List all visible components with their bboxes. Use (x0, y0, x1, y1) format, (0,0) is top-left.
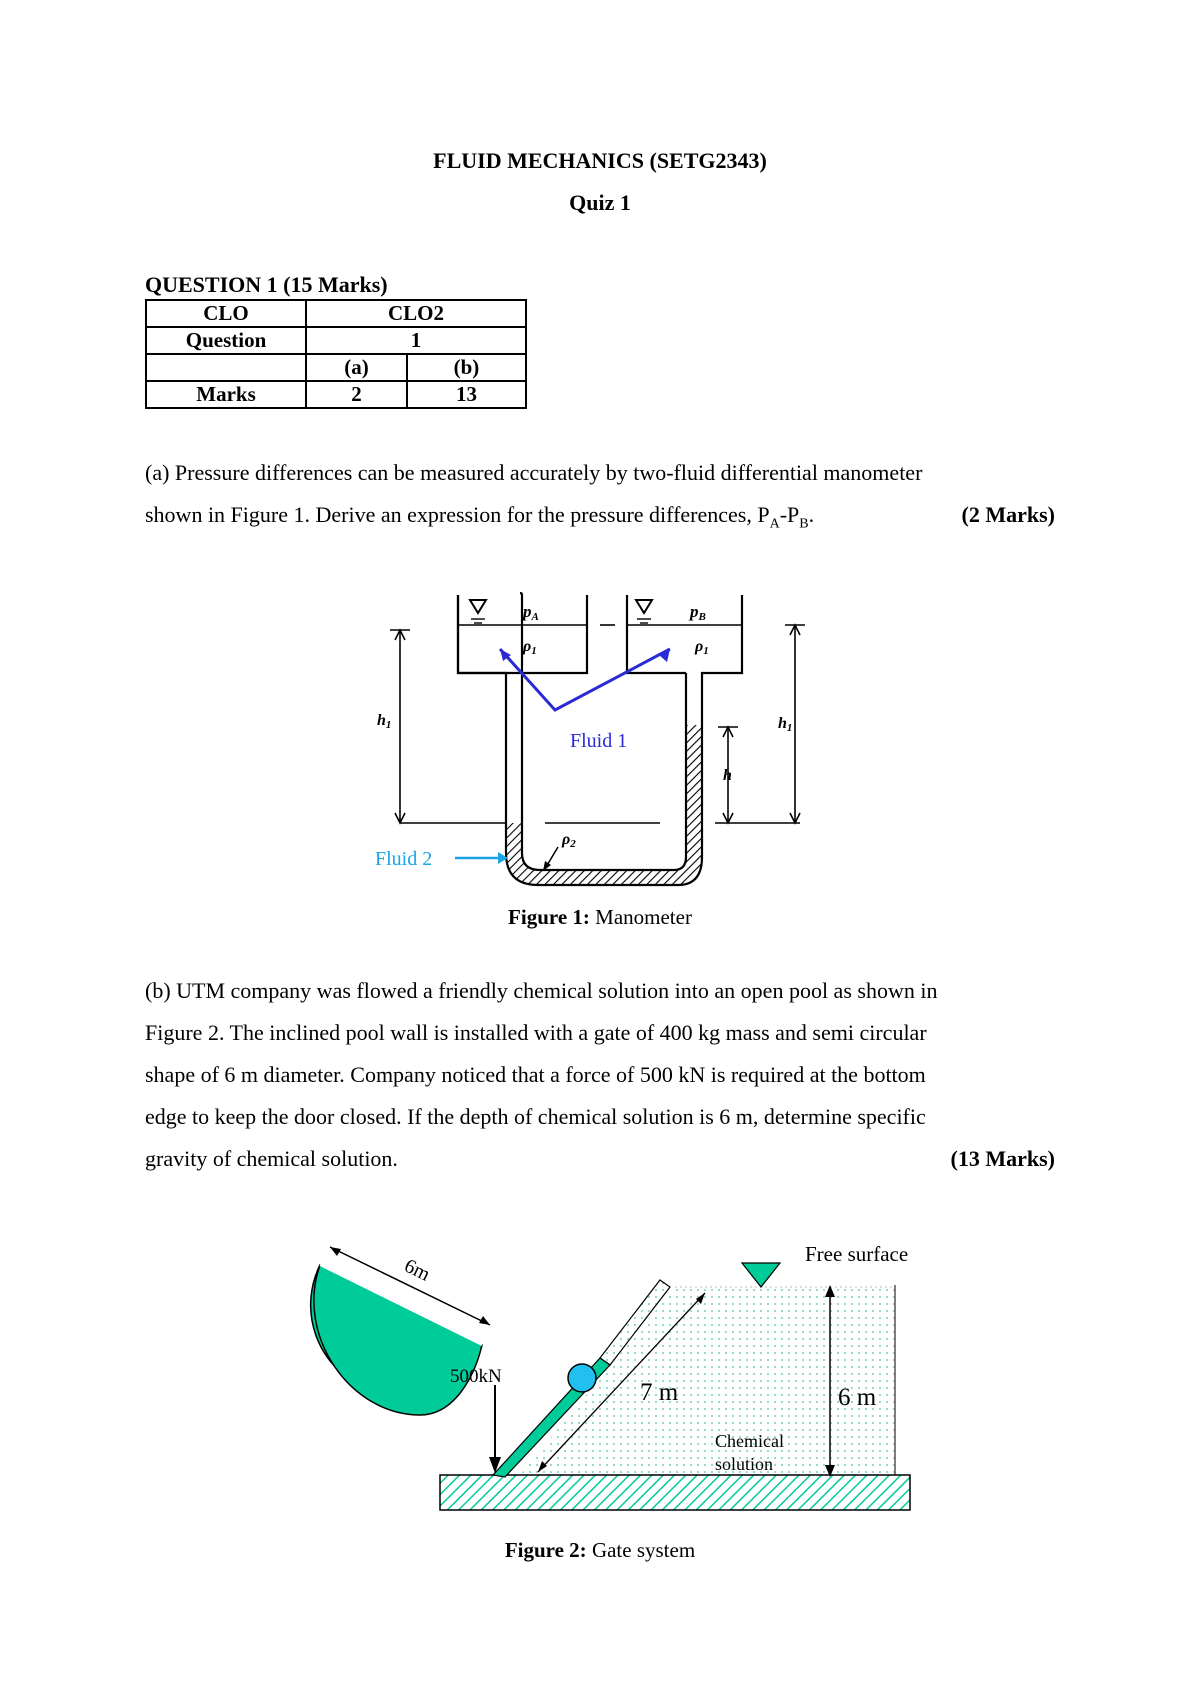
part-b-line: (b) UTM company was flowed a friendly chemical solution into an open pool as shown in (145, 978, 938, 1003)
right-tank-left-wall (627, 595, 686, 673)
part-a-marks: (2 Marks) (961, 502, 1055, 527)
h1-left-label: h1 (377, 712, 392, 731)
table-cell: 1 (306, 327, 526, 354)
gate-system-figure (290, 1225, 940, 1525)
table-cell: Question (146, 327, 306, 354)
figure1-caption (0, 905, 1200, 930)
part-a-text (145, 452, 1055, 545)
part-a-line: (a) Pressure differences can be measured accurately by two-fluid differential manometer (145, 460, 923, 485)
free-surface-triangle-icon (742, 1263, 780, 1287)
table-cell: Marks (146, 381, 306, 408)
rho1-right-label: ρ1 (695, 638, 709, 657)
marks-table (145, 299, 527, 409)
table-cell: CLO2 (306, 300, 526, 327)
dash-p: -P (779, 502, 800, 527)
part-b-line: Figure 2. The inclined pool wall is installed with a gate of 400 kg mass and semi circular (145, 1020, 927, 1045)
incline-length-label: 7 m (640, 1379, 679, 1406)
pB-label: pB (690, 602, 706, 623)
subscript-a: A (769, 516, 780, 532)
table-cell: 13 (407, 381, 526, 408)
question-heading: QUESTION 1 (15 Marks) (145, 272, 388, 297)
rho2-label: ρ2 (562, 831, 576, 850)
quiz-label: Quiz 1 (569, 190, 631, 215)
table-cell: (b) (407, 354, 526, 381)
fluid2-region (506, 823, 702, 885)
document-title: FLUID MECHANICS (SETG2343) (433, 148, 767, 173)
left-tank-right-wall (522, 595, 587, 673)
part-b-line: shape of 6 m diameter. Company noticed that a force of 500 kN is required at the bottom (145, 1062, 926, 1087)
part-b-line-text: gravity of chemical solution. (145, 1146, 398, 1171)
chemical-label: Chemical (715, 1431, 784, 1451)
semicircle-gate-body (314, 1265, 482, 1415)
part-b-line (145, 1138, 1055, 1180)
pA-label: pA (523, 602, 539, 623)
hinge-circle (568, 1364, 596, 1392)
fluid1-label: Fluid 1 (570, 730, 628, 752)
part-b-text (145, 970, 1055, 1180)
right-surface-triangle-icon (636, 600, 652, 613)
free-surface-label: Free surface (805, 1242, 909, 1266)
diameter-label: 6m (400, 1254, 434, 1286)
part-b-line: edge to keep the door closed. If the depth of chemical solution is 6 m, determine specific (145, 1104, 926, 1129)
rho1-left-label: ρ1 (523, 638, 537, 657)
figure2-caption-label: Figure 2: (504, 1538, 587, 1562)
figure1-caption-label: Figure 1: (508, 905, 590, 929)
table-row (146, 381, 526, 408)
subscript-b: B (799, 516, 809, 532)
table-cell (146, 354, 306, 381)
table-row (146, 327, 526, 354)
force-label: 500kN (450, 1366, 502, 1387)
part-b-marks: (13 Marks) (950, 1146, 1055, 1171)
table-cell: 2 (306, 381, 407, 408)
h1-right-label: h1 (778, 715, 793, 734)
manometer-figure (360, 585, 840, 920)
ground (440, 1475, 910, 1510)
figure2-caption-text: Gate system (586, 1538, 696, 1562)
figure1-caption-text: Manometer (589, 905, 692, 929)
part-a-line (145, 494, 1055, 545)
table-row (146, 354, 526, 381)
table-cell: (a) (306, 354, 407, 381)
depth-label: 6 m (838, 1384, 877, 1411)
period: . (808, 502, 815, 527)
fluid2-label: Fluid 2 (375, 848, 433, 870)
fluid2-right-column (686, 725, 702, 825)
fluid1-pointer (500, 649, 670, 710)
solution-label: solution (715, 1454, 774, 1474)
left-surface-triangle-icon (470, 600, 486, 613)
table-cell: CLO (146, 300, 306, 327)
part-a-line-text: shown in Figure 1. Derive an expression for the pressure differences, P (145, 502, 770, 527)
h-label: h (723, 767, 732, 784)
table-row (146, 300, 526, 327)
figure2-caption (0, 1538, 1200, 1563)
